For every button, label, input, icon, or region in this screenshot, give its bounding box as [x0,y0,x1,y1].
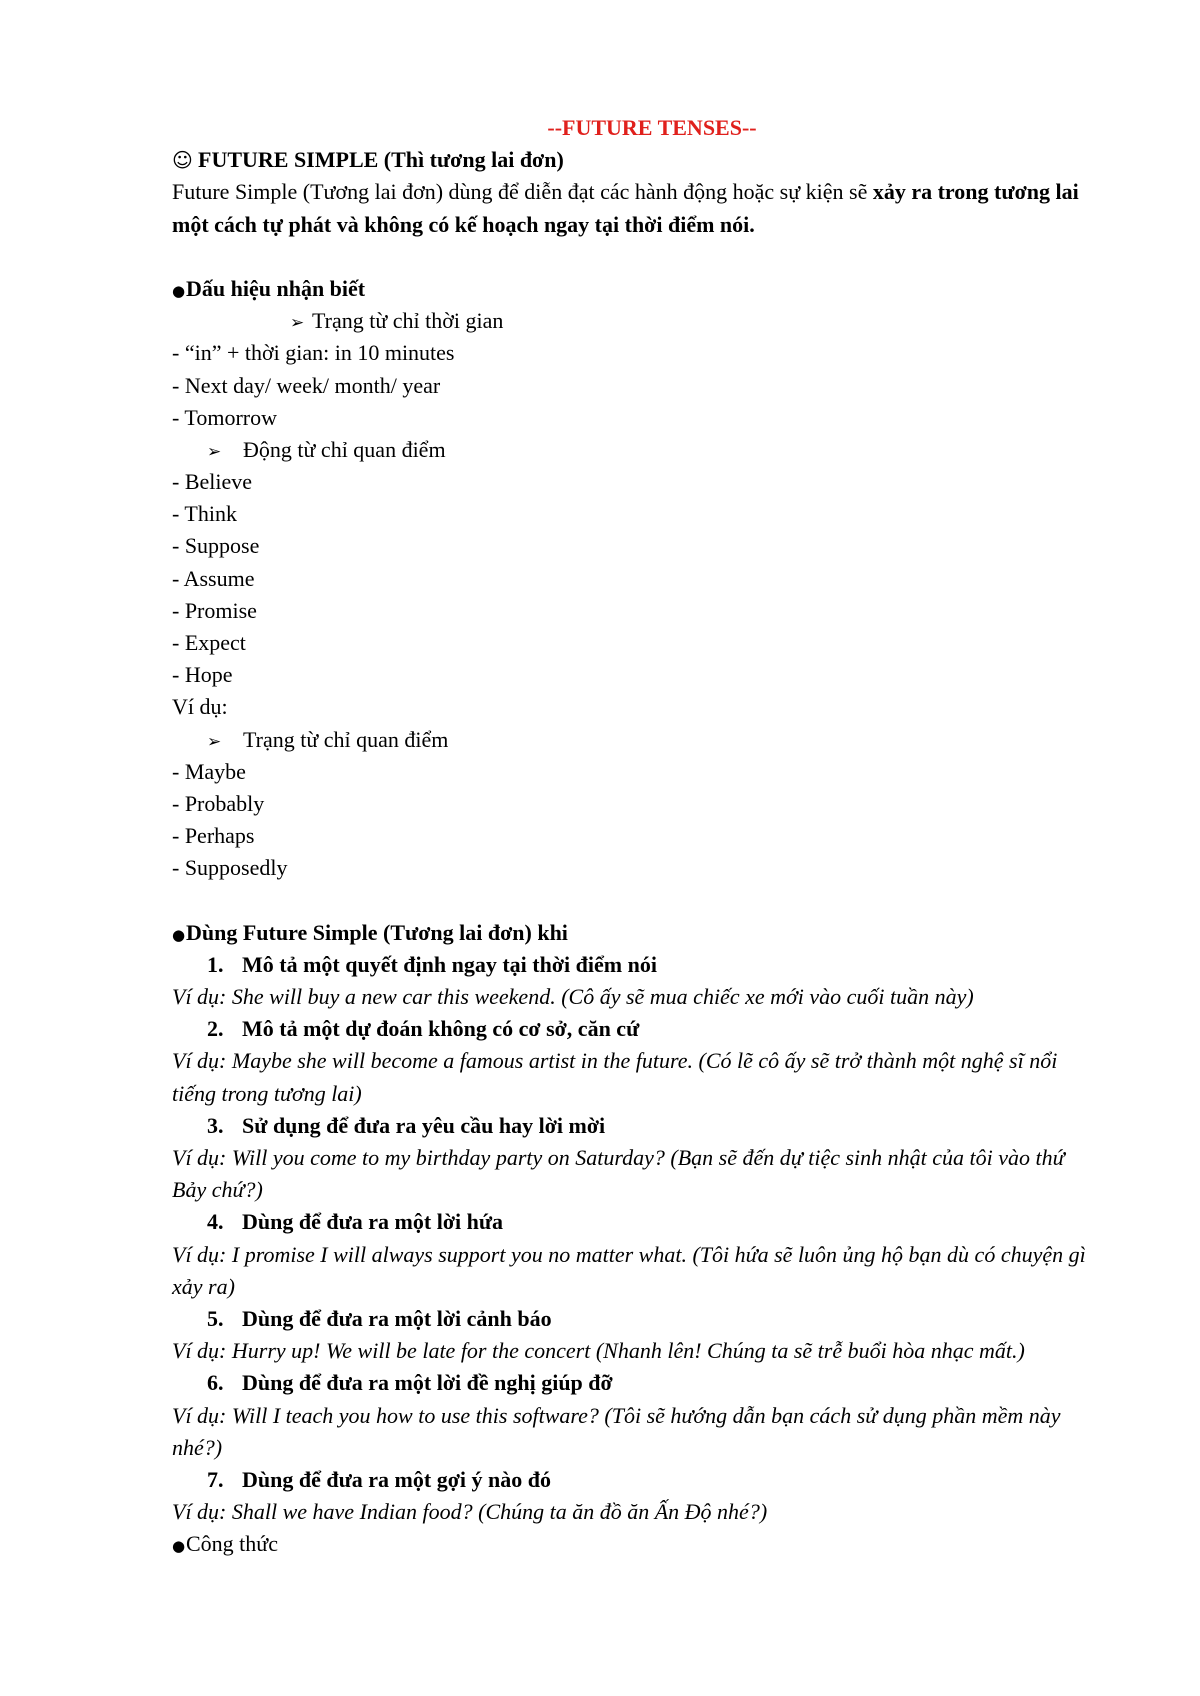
signs-group1-label [172,305,1102,337]
usage-item-number: 6. [207,1370,224,1396]
intro-normal-text: Future Simple (Tương lai đơn) dùng để diễn đạt các hành động hoặc sự kiện sẽ [172,179,873,205]
bullet-icon: ● [172,281,186,300]
arrow-bullet-icon: ➢ [290,313,305,334]
document-title: --FUTURE TENSES-- [547,115,757,140]
usage-item-title-text: Sử dụng để đưa ra yêu cầu hay lời mời [242,1112,606,1138]
usage-item-title-text: Dùng để đưa ra một lời cảnh báo [242,1306,552,1332]
usage-item-title-text: Dùng để đưa ra một lời hứa [242,1209,504,1235]
usage-item-title-text: Dùng để đưa ra một lời đề nghị giúp đỡ [242,1370,613,1396]
usage-item-example: Ví dụ: Will I teach you how to use this software? (Tôi sẽ hướng dẫn bạn cách sử dụng phần mềm này nhé?) [172,1402,1061,1460]
usage-item-example: Ví dụ: Shall we have Indian food? (Chúng ta ăn đồ ăn Ấn Độ nhé?) [172,1499,768,1525]
formula-heading [172,1528,1102,1560]
list-item: - Perhaps [172,823,255,849]
usage-item-title [172,1303,1102,1335]
usage-item-example: Ví dụ: I promise I will always support you no matter what. (Tôi hứa sẽ luôn ủng hộ bạn dù có chuyện gì xảy ra) [172,1241,1086,1299]
signs-group2-label [172,434,1102,466]
usage-item-title [172,949,1102,981]
usage-item-example: Ví dụ: She will buy a new car this weekend. (Cô ấy sẽ mua chiếc xe mới vào cuối tuần này) [172,984,974,1010]
bullet-icon: ● [172,1537,186,1556]
usage-item-title-text: Mô tả một dự đoán không có cơ sở, căn cứ [242,1016,640,1042]
smiley-icon: ☺ [172,148,193,173]
signs-group1-label-text: Trạng từ chỉ thời gian [312,308,504,334]
spacer [172,885,1102,917]
list-item: - Next day/ week/ month/ year [172,372,441,398]
signs-group2-label-text: Động từ chỉ quan điểm [243,436,446,462]
usage-item-number: 4. [207,1209,224,1235]
usage-heading-text: Dùng Future Simple (Tương lai đơn) khi [186,919,568,945]
list-item: - Suppose [172,533,260,559]
usage-item-title [172,1464,1102,1496]
list-item: - Assume [172,565,255,591]
usage-item-title-text: Dùng để đưa ra một gợi ý nào đó [242,1467,551,1493]
section-heading-text: FUTURE SIMPLE (Thì tương lai đơn) [198,147,564,173]
signs-group3-label [172,724,1102,756]
list-item: - Hope [172,662,233,688]
usage-item-title [172,1110,1102,1142]
usage-heading [172,917,1102,949]
list-item: - Promise [172,597,257,623]
document-page [172,112,1102,1561]
bullet-icon: ● [172,925,186,944]
spacer [172,241,1102,273]
usage-item-title [172,1013,1102,1045]
usage-item-number: 2. [207,1016,224,1042]
list-item: - Supposedly [172,855,288,881]
formula-heading-text: Công thức [186,1531,278,1557]
signs-heading-text: Dấu hiệu nhận biết [186,275,366,301]
signs-group3-label-text: Trạng từ chỉ quan điểm [243,726,449,752]
arrow-bullet-icon: ➢ [207,731,222,752]
list-item: - “in” + thời gian: in 10 minutes [172,340,455,366]
intro-paragraph [172,176,1102,240]
usage-item-example: Ví dụ: Will you come to my birthday party on Saturday? (Bạn sẽ đến dự tiệc sinh nhật của tôi vào thứ Bảy chứ?) [172,1145,1065,1203]
section-heading [172,144,1102,176]
usage-item-title-text: Mô tả một quyết định ngay tại thời điểm nói [242,951,657,977]
usage-item-title [172,1367,1102,1399]
usage-item-example: Ví dụ: Hurry up! We will be late for the concert (Nhanh lên! Chúng ta sẽ trễ buổi hòa nhạc mất.) [172,1338,1025,1364]
usage-item-number: 3. [207,1112,224,1138]
intro-bold-text: xảy ra trong tương lai một cách tự phát và không có kế hoạch ngay tại thời điểm nói. [172,179,1079,237]
list-item: - Believe [172,469,253,495]
usage-item-title [172,1206,1102,1238]
arrow-bullet-icon: ➢ [207,441,222,462]
list-item: - Maybe [172,758,246,784]
list-item: - Probably [172,790,265,816]
list-item: - Think [172,501,237,527]
usage-item-example: Ví dụ: Maybe she will become a famous artist in the future. (Có lẽ cô ấy sẽ trở thành một nghệ sĩ nổi tiếng trong tương lai) [172,1048,1058,1106]
usage-item-number: 5. [207,1306,224,1332]
usage-item-number: 1. [207,951,224,977]
signs-heading [172,273,1102,305]
usage-item-number: 7. [207,1467,224,1493]
example-label: Ví dụ: [172,694,228,720]
list-item: - Tomorrow [172,404,277,430]
list-item: - Expect [172,630,246,656]
